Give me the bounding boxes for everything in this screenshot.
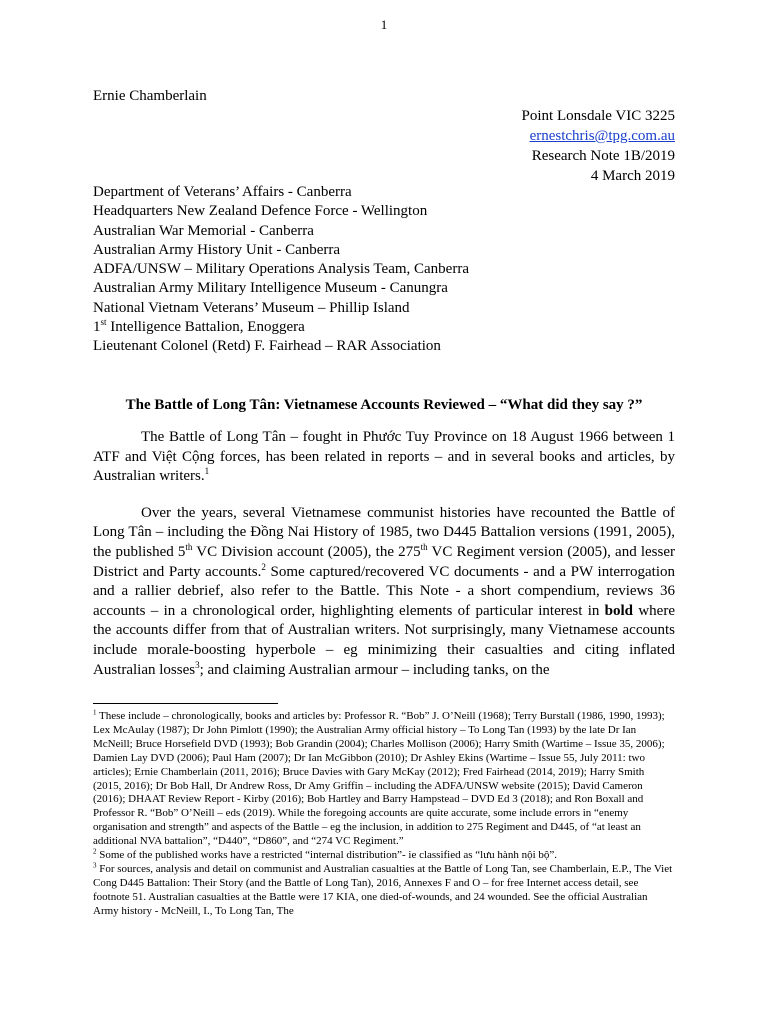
footnote: $^1$ These include – chronologically, books and articles by: Professor R. “Bob” J. O’Neill (1968); Terry Burstall (1986, 1990, 1993); Lex McAulay (1987); Dr John Pimlott (1990); the Australian Army official history – To Long Tan (1993) by the late Dr Ian McNeill; Bruce Horsefield DVD (1993); Bob Grandin (2004); Charles Mollison (2006); Harry Smith (Wartime – Issue 35, 2006); Damien Lay DVD (2006); Paul Ham (2007); Dr Ian McGibbon (2010); Dr Ashley Ekins (Wartime – Issue 55, July 2011: two articles); Ernie Chamberlain (2011, 2016); Bruce Davies with Gary McKay (2012); Fred Fairhead (2014, 2019); Harry Smith (2015, 2016); Dr Bob Hall, Dr Andrew Ross, Dr Amy Griffin – including the ADFA/UNSW website (2015); David Cameron (2016); DHAAT Review Report - Kirby (2016); Bob Hartley and Barry Hampstead – DVD Ed 3 (2018); and Ron Boxall and Professor R. “Bob” O’Neill – eds (2019). While the foregoing accounts are quite accurate, some include errors in “enemy organisation and strength” and aspects of the Battle – eg the inclusion, in addition to 275 Regiment and D445, of “at least an additional NVA battalion”, “D440”, “D860”, and “274 VC Regiment.” [93, 708, 665, 848]
footnote-separator [93, 703, 278, 704]
paragraph: The Battle of Long Tân – fought in Phước Tuy Province on 18 August 1966 between 1 ATF and Việt Cộng forces, has been related in reports – and in several books and articles, by Australian writers.$^1$ [93, 429, 675, 485]
page-number: 1 [380, 17, 388, 32]
footnote: $^2$ Some of the published works have a restricted “internal distribution”- ie classified as “lưu hành nội bộ”. [93, 847, 558, 862]
recipient-item: Headquarters New Zealand Defence Force - Wellington [93, 203, 428, 220]
sender-address-block [522, 106, 675, 186]
footnote: $^3$ For sources, analysis and detail on communist and Australian casualties at the Battle of Long Tan, see Chamberlain, E.P., The Viet Cong D445 Battalion: Their Story (and the Battle of Long Tan), 2016, Annexes F and O – for free Internet access detail, see footnote 51. Australian casualties at the Battle were 17 KIA, one died-of-wounds, and 24 wounded. See the official Australian Army history - McNeill, I., To Long Tan, The [93, 861, 673, 917]
recipient-item: 1st Intelligence Battalion, Enoggera [93, 317, 305, 336]
recipient-item: Lieutenant Colonel (Retd) F. Fairhead – RAR Association [93, 338, 441, 355]
recipient-item: Department of Veterans’ Affairs - Canberra [93, 184, 352, 200]
email-link[interactable]: ernestchris@tpg.com.au [529, 128, 675, 144]
author-name: Ernie Chamberlain [93, 88, 207, 104]
sender-location: Point Lonsdale VIC 3225 [521, 108, 675, 124]
footnotes [93, 710, 675, 919]
recipient-list [93, 183, 469, 357]
footnote-ref[interactable]: 3 [195, 659, 200, 670]
recipient-item: ADFA/UNSW – Military Operations Analysis Team, Canberra [93, 261, 469, 278]
document-title: The Battle of Long Tân: Vietnamese Accounts Reviewed – “What did they say ?” [125, 397, 643, 413]
research-note-number: Research Note 1B/2019 [531, 148, 675, 164]
paragraph: Over the years, several Vietnamese communist histories have recounted the Battle of Long Tân – including the Đồng Nai History of 1985, two D445 Battalion versions (1991, 2005), the published 5th VC Division account (2005), the 275th VC Regiment version (2005), and lesser District and Party accounts.$^2$ Some captured/recovered VC documents - and a PW interrogation and a rallier debrief, also refer to the Battle. This Note - a short compendium, reviews 36 accounts – in a chronological order, highlighting elements of particular interest in bold where the accounts differ from that of Australian writers. Not surprisingly, many Vietnamese accounts include morale-boosting hyperbole – eg minimizing their casualties and citing inflated Australian losses$^3$; and claiming Australian armour – including tanks, on the [93, 504, 675, 678]
document-date: 4 March 2019 [590, 168, 675, 184]
footnote-ref[interactable]: 1 [204, 466, 210, 477]
body-text [93, 428, 675, 697]
recipient-item: National Vietnam Veterans’ Museum – Phillip Island [93, 299, 410, 316]
recipient-item: Australian Army Military Intelligence Museum - Canungra [93, 280, 448, 297]
recipient-item: Australian War Memorial - Canberra [93, 222, 314, 239]
recipient-item: Australian Army History Unit - Canberra [93, 241, 341, 258]
footnote-ref[interactable]: 2 [261, 561, 266, 572]
